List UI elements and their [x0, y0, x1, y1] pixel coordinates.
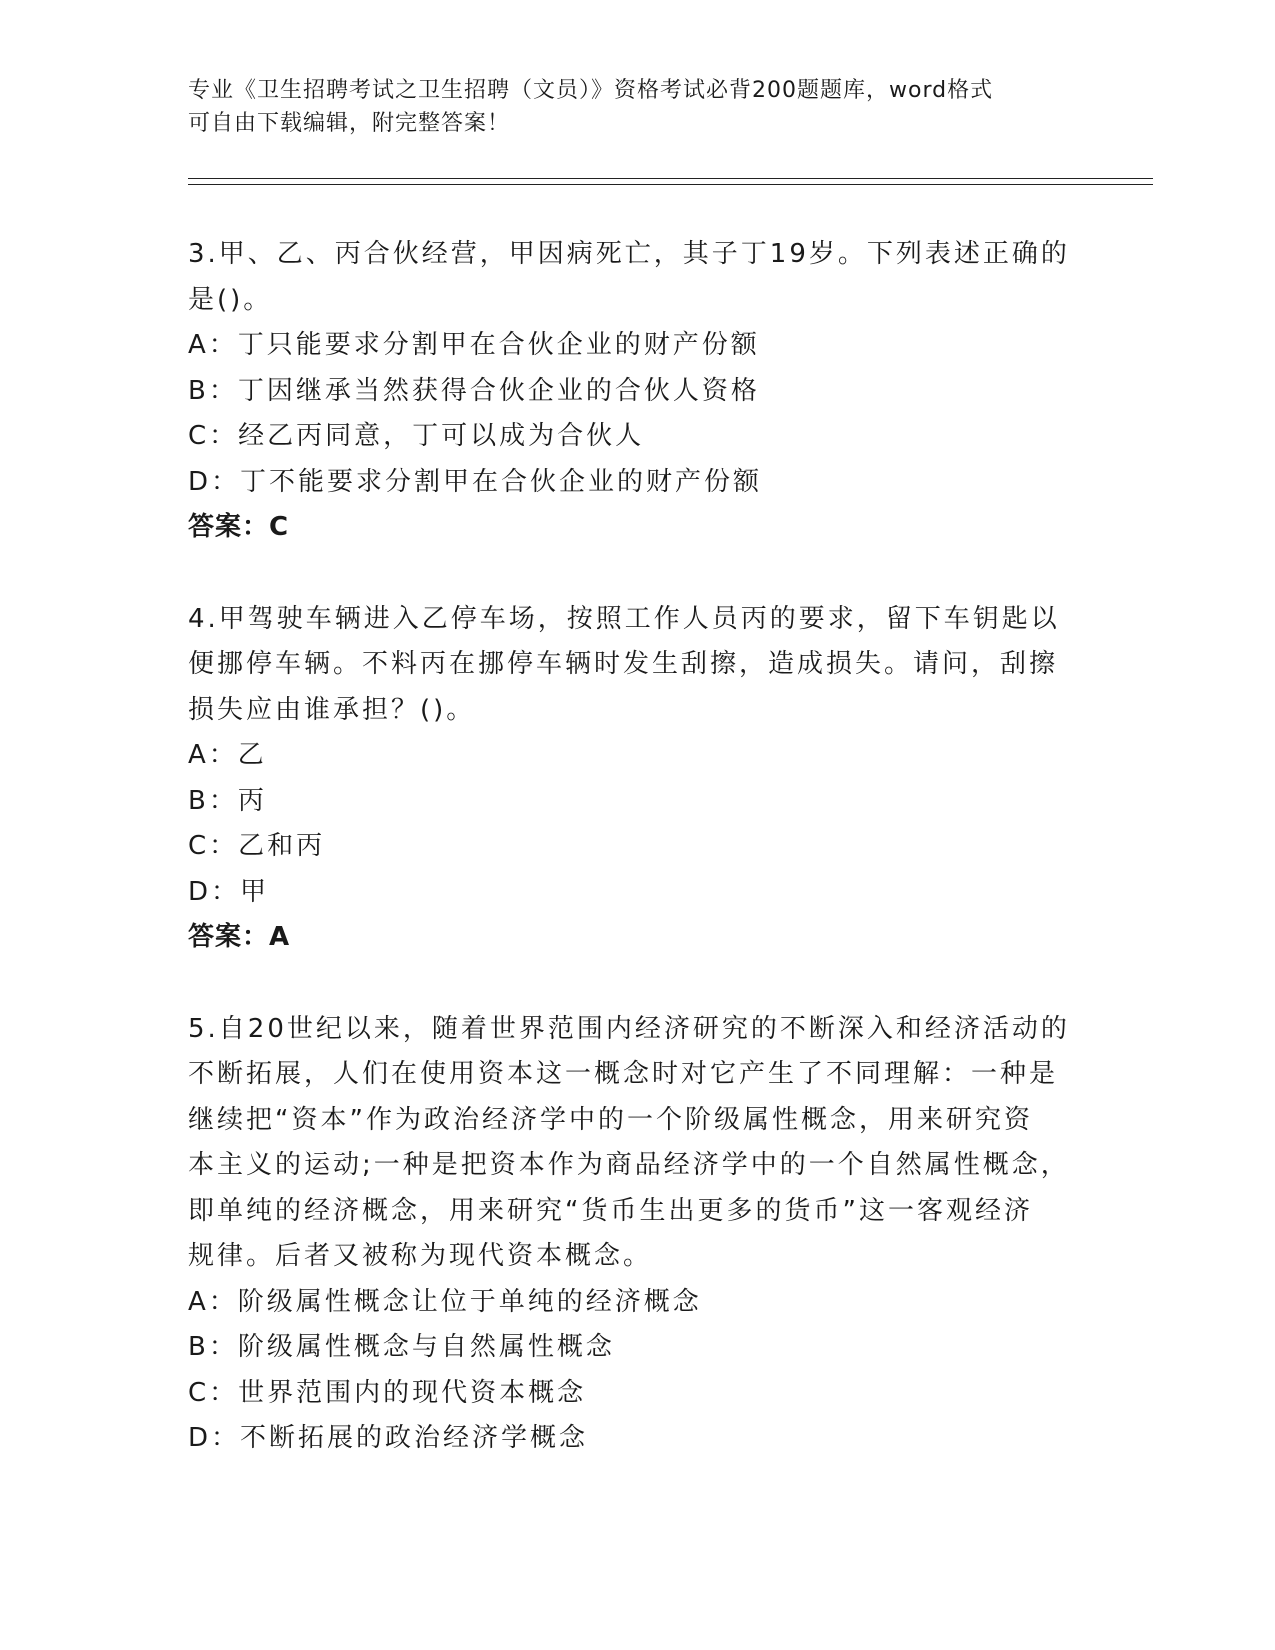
option-d: D：甲 [188, 876, 270, 907]
question-stem-line: 便挪停车辆。不料丙在挪停车辆时发生刮擦，造成损失。请问，刮擦 [188, 649, 1059, 679]
answer-label: 答案：A [188, 922, 291, 952]
option-b: B：丙 [188, 785, 267, 816]
option-c: C：世界范围内的现代资本概念 [188, 1377, 587, 1408]
option-a: A：丁只能要求分割甲在合伙企业的财产份额 [188, 330, 760, 360]
header-divider-top [188, 178, 1153, 179]
question-stem-line: 是()。 [188, 284, 273, 315]
question-stem-line: 即单纯的经济概念，用来研究“货币生出更多的货币”这一客观经济 [188, 1195, 1033, 1226]
question-stem-line: 损失应由谁承担？()。 [188, 694, 476, 725]
question-stem-line: 继续把“资本”作为政治经济学中的一个阶级属性概念，用来研究资 [188, 1104, 1033, 1135]
question-stem-line: 不断拓展，人们在使用资本这一概念时对它产生了不同理解：一种是 [188, 1059, 1059, 1089]
question-4 [188, 597, 1088, 961]
question-stem-line: 规律。后者又被称为现代资本概念。 [188, 1241, 653, 1271]
question-stem-line: 5.自20世纪以来，随着世界范围内经济研究的不断深入和经济活动的 [188, 1013, 1070, 1044]
question-5 [188, 1007, 1088, 1462]
option-d: D：丁不能要求分割甲在合伙企业的财产份额 [188, 466, 763, 497]
option-a: A：阶级属性概念让位于单纯的经济概念 [188, 1286, 702, 1317]
question-stem-line: 4.甲驾驶车辆进入乙停车场，按照工作人员丙的要求，留下车钥匙以 [188, 603, 1060, 634]
question-list [188, 232, 1088, 1462]
option-a: A：乙 [188, 740, 267, 770]
option-b: B：阶级属性概念与自然属性概念 [188, 1332, 615, 1362]
question-stem-line: 本主义的运动;一种是把资本作为商品经济学中的一个自然属性概念， [188, 1150, 1070, 1180]
option-c: C：经乙丙同意，丁可以成为合伙人 [188, 421, 645, 451]
question-stem-line: 3.甲、乙、丙合伙经营，甲因病死亡，其子丁19岁。下列表述正确的 [188, 239, 1070, 269]
document-header [188, 74, 1068, 140]
question-3 [188, 232, 1088, 551]
option-d: D：不断拓展的政治经济学概念 [188, 1423, 589, 1453]
header-line-1: 专业《卫生招聘考试之卫生招聘（文员）》资格考试必背200题题库，word格式 [188, 78, 994, 103]
answer-label: 答案：C [188, 512, 290, 542]
option-c: C：乙和丙 [188, 831, 326, 861]
header-line-2: 可自由下载编辑，附完整答案！ [188, 111, 511, 136]
header-divider-bottom [188, 184, 1153, 185]
option-b: B：丁因继承当然获得合伙企业的合伙人资格 [188, 375, 760, 406]
